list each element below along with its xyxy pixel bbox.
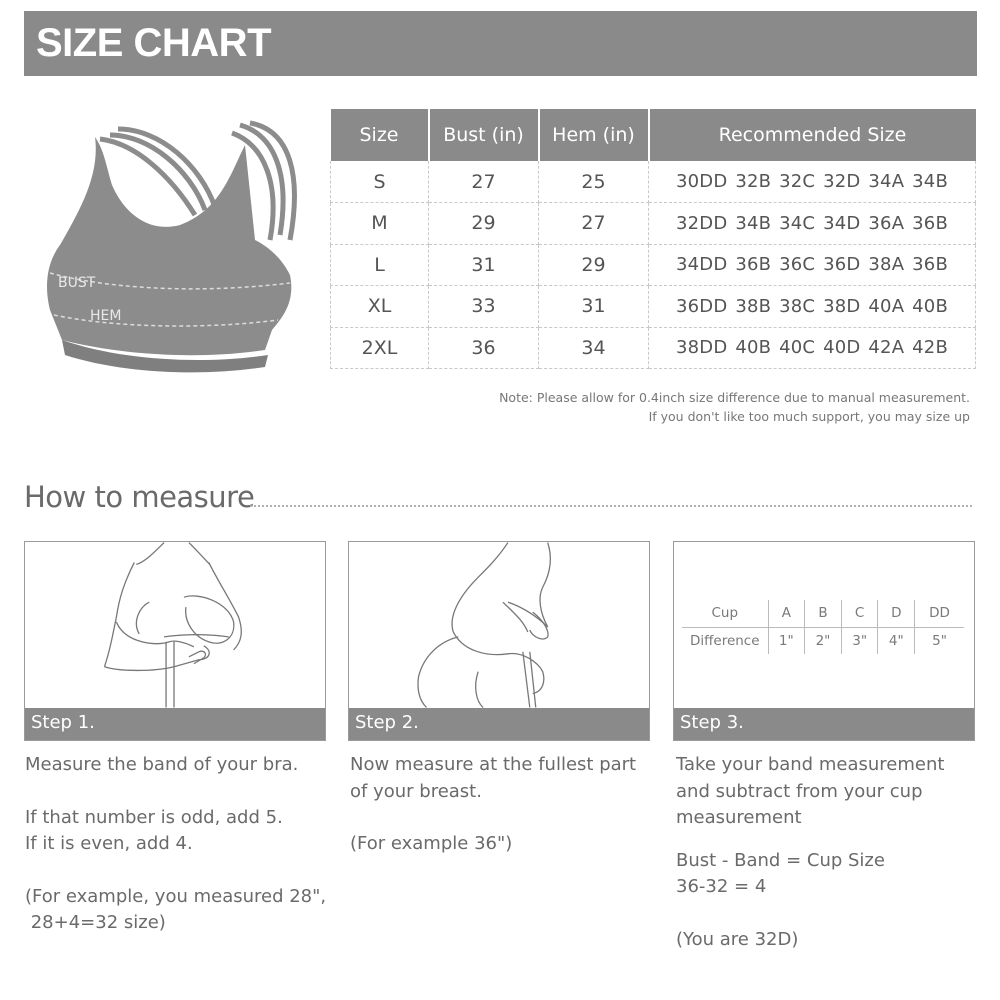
step-1-line: (For example, you measured 28", (25, 885, 327, 907)
hem-cell: 31 (539, 286, 649, 328)
recommended-cell: 38DD 40B 40C 40D 42A 42B (649, 327, 976, 369)
difference-d: 4" (878, 627, 915, 654)
step-3-panel (673, 541, 975, 741)
dotted-divider (250, 505, 972, 507)
cup-dd: DD (915, 600, 964, 627)
step-3-text (676, 752, 986, 953)
hem-label: HEM (90, 308, 122, 324)
bust-cell: 36 (429, 327, 539, 369)
cup-c: C (841, 600, 878, 627)
recommended-cell: 32DD 34B 34C 34D 36A 36B (649, 203, 976, 245)
bust-measure-illustration (349, 542, 649, 708)
step-2-label: Step 2. (349, 708, 649, 740)
hem-cell: 27 (539, 203, 649, 245)
size-cell: S (331, 161, 429, 203)
difference-a: 1" (768, 627, 805, 654)
step-1-line: If that number is odd, add 5. (25, 806, 283, 828)
note-line-2: If you don't like too much support, you may size up (648, 409, 970, 424)
step-1-line: If it is even, add 4. (25, 833, 193, 854)
cup-b: B (805, 600, 842, 627)
cup-header-row (682, 600, 964, 627)
sports-bra-illustration (40, 115, 305, 375)
step-1-line: 28+4=32 size) (25, 912, 166, 933)
cup-difference-table (682, 600, 964, 654)
table-row (331, 203, 976, 245)
step-1-panel (24, 541, 326, 741)
step-2-line: (For example 36") (350, 833, 513, 854)
table-row (331, 244, 976, 286)
recommended-cell: 30DD 32B 32C 32D 34A 34B (649, 161, 976, 203)
column-header-bust: Bust (in) (429, 109, 539, 161)
size-cell: 2XL (331, 327, 429, 369)
cup-difference-row (682, 627, 964, 654)
cup-label: Cup (682, 600, 768, 627)
size-table (330, 109, 976, 369)
step-3-line: and subtract from your cup (676, 780, 923, 802)
step-3-line: Take your band measurement (676, 754, 945, 775)
table-row (331, 327, 976, 369)
step-3-line: Bust - Band = Cup Size (676, 849, 885, 871)
hem-cell: 34 (539, 327, 649, 369)
step-3-line: (You are 32D) (676, 928, 799, 950)
step-3-line: measurement (676, 807, 802, 828)
size-cell: M (331, 203, 429, 245)
difference-dd: 5" (915, 627, 964, 654)
band-measure-illustration (25, 542, 325, 708)
step-1-text (25, 752, 335, 937)
bust-cell: 31 (429, 244, 539, 286)
table-row (331, 286, 976, 328)
step-2-line: of your breast. (350, 780, 482, 802)
step-2-panel (348, 541, 650, 741)
how-to-measure-title: How to measure (24, 480, 255, 514)
bust-cell: 29 (429, 203, 539, 245)
page-title: SIZE CHART (36, 21, 271, 65)
difference-b: 2" (805, 627, 842, 654)
hem-cell: 29 (539, 244, 649, 286)
table-header-row (331, 109, 976, 161)
step-2-line: Now measure at the fullest part (350, 754, 637, 775)
step-3-line: 36-32 = 4 (676, 876, 767, 897)
column-header-recommended: Recommended Size (649, 109, 976, 161)
hem-cell: 25 (539, 161, 649, 203)
cup-d: D (878, 600, 915, 627)
note-line-1: Note: Please allow for 0.4inch size difference due to manual measurement. (499, 390, 970, 405)
step-3-label: Step 3. (674, 708, 974, 740)
bust-label: BUST (58, 275, 96, 291)
column-header-hem: Hem (in) (539, 109, 649, 161)
step-1-line: Measure the band of your bra. (25, 754, 299, 775)
bust-cell: 33 (429, 286, 539, 328)
size-cell: XL (331, 286, 429, 328)
step-1-label: Step 1. (25, 708, 325, 740)
size-cell: L (331, 244, 429, 286)
header-bar (24, 11, 977, 76)
column-header-size: Size (331, 109, 429, 161)
measurement-note (410, 388, 970, 426)
step-2-text (350, 752, 660, 858)
difference-label: Difference (689, 632, 760, 649)
cup-a: A (768, 600, 805, 627)
bust-cell: 27 (429, 161, 539, 203)
table-row (331, 161, 976, 203)
recommended-cell: 36DD 38B 38C 38D 40A 40B (649, 286, 976, 328)
difference-c: 3" (841, 627, 878, 654)
recommended-cell: 34DD 36B 36C 36D 38A 36B (649, 244, 976, 286)
